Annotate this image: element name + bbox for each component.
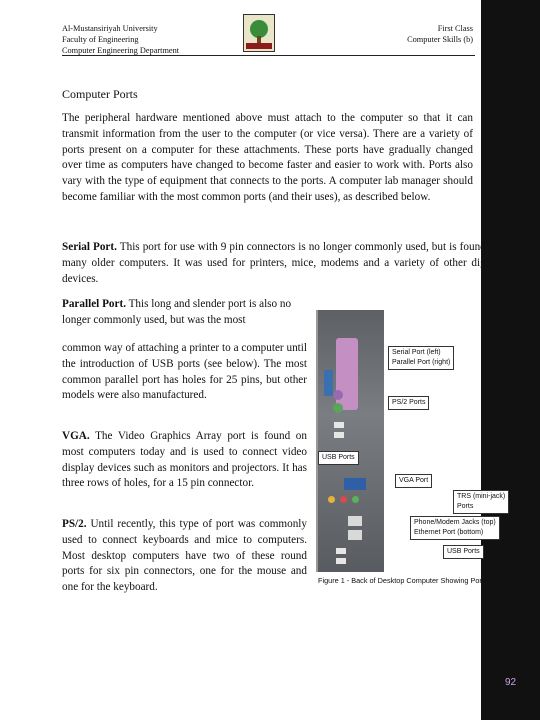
- ethernet-port-icon: [348, 530, 362, 540]
- header-department: Computer Engineering Department: [62, 46, 180, 55]
- figure-caption: Figure 1 - Back of Desktop Computer Showing Ports: [318, 576, 488, 585]
- usb-port-icon: [334, 422, 344, 428]
- parallel-port-paragraph: [62, 297, 312, 329]
- vga-paragraph: [62, 429, 307, 492]
- vga-text: The Video Graphics Array port is found on most computers today and is used to connect video display devices such as monitors and projectors. It has three rows of holes, for a 15 pin connector.: [62, 430, 307, 490]
- trs-jack-icon: [328, 496, 335, 503]
- parallel-port-paragraph-continued: common way of attaching a printer to a computer until the introduction of USB ports (see below). The most common parallel port has holes for 25 pins, but other models were also manufactured.: [62, 342, 307, 402]
- ps2-text: Until recently, this type of port was commonly used to connect keyboards and mice to computers. Most desktop computers have two of these round ports for six pin connectors, one for the mouse and one for the keyboard.: [62, 518, 307, 594]
- usb-port-icon: [336, 548, 346, 554]
- header-institution: [62, 23, 179, 56]
- header-subject: Computer Skills (b): [407, 35, 473, 44]
- usb-port-icon: [334, 432, 344, 438]
- phone-jack-icon: [348, 516, 362, 526]
- header-class: First Class: [437, 24, 473, 33]
- vga-label: VGA.: [62, 430, 90, 442]
- callout-phone-ethernet: Phone/Modem Jacks (top) Ethernet Port (bottom): [410, 516, 500, 540]
- serial-port-icon: [324, 370, 333, 396]
- computer-back-photo: [316, 310, 384, 572]
- callout-serial-parallel: Serial Port (left) Parallel Port (right): [388, 346, 454, 370]
- usb-port-icon: [336, 558, 346, 564]
- trs-jack-icon: [352, 496, 359, 503]
- ps2-label: PS/2.: [62, 518, 87, 530]
- serial-port-paragraph: [62, 240, 500, 287]
- callout-usb-bottom: USB Ports: [443, 545, 484, 559]
- callout-trs: TRS (mini-jack) Ports: [453, 490, 509, 514]
- header-divider: [62, 55, 475, 56]
- section-title: Computer Ports: [62, 87, 138, 101]
- university-seal-icon: [243, 14, 275, 52]
- header-faculty: Faculty of Engineering: [62, 35, 139, 44]
- serial-port-label: Serial Port.: [62, 241, 117, 253]
- callout-ps2: PS/2 Ports: [388, 396, 429, 410]
- parallel-port-label: Parallel Port.: [62, 298, 126, 310]
- ps2-paragraph: [62, 517, 307, 596]
- parallel-port-text: This long and slender port is also no longer commonly used, but was the most: [62, 298, 292, 326]
- trs-jack-icon: [340, 496, 347, 503]
- serial-port-text: This port for use with 9 pin connectors is no longer commonly used, but is found on many older computers. It was used for printers, mice, modems and a variety of other digital devices.: [62, 241, 500, 285]
- vga-port-icon: [344, 478, 366, 490]
- page-number: 92: [504, 677, 517, 688]
- callout-vga: VGA Port: [395, 474, 432, 488]
- page-sidebar: [481, 0, 540, 720]
- ps2-port-icon: [333, 390, 343, 400]
- ps2-port-icon: [333, 403, 343, 413]
- intro-paragraph: The peripheral hardware mentioned above must attach to the computer so that it can transmit information from the user to the computer (or vice versa). There are a variety of ports present on a computer for these attachments. These ports have gradually changed over time as computers have changed to become faster and easier to work with. Ports also vary with the type of equipment that connects to the ports. A computer lab manager should become familiar with the most common ports (and their uses), as described below.: [62, 112, 473, 203]
- header-university: Al-Mustansiriyah University: [62, 24, 158, 33]
- callout-usb-top: USB Ports: [318, 451, 359, 465]
- header-course: [395, 23, 473, 45]
